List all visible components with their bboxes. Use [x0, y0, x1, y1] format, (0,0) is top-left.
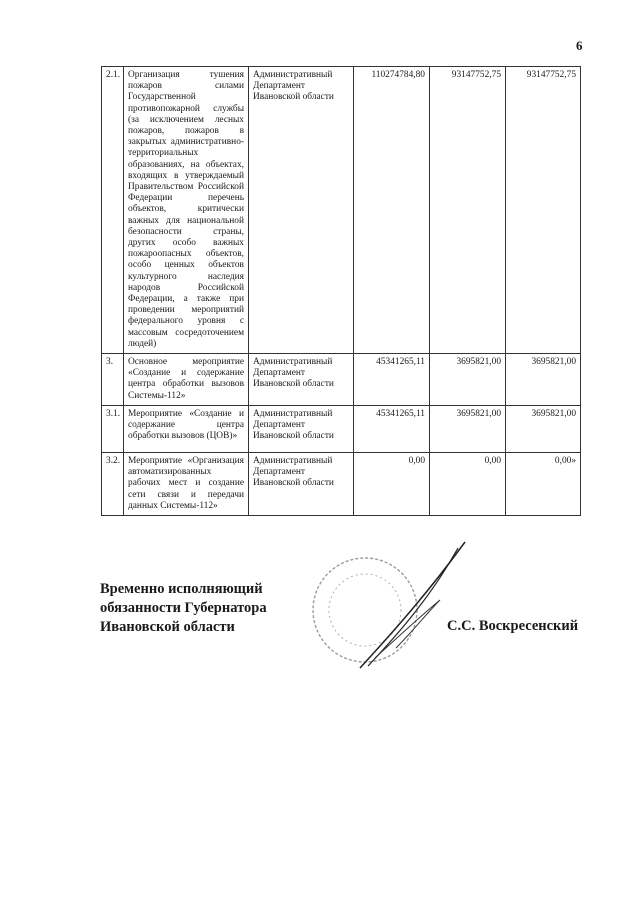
- budget-table: [101, 66, 581, 516]
- table-row: [102, 67, 581, 354]
- row-year2: 93147752,75: [430, 67, 506, 354]
- row-year1: 45341265,11: [354, 354, 430, 406]
- position-line: Временно исполняющий: [100, 581, 263, 597]
- row-number: 3.1.: [102, 405, 124, 452]
- row-number: 2.1.: [102, 67, 124, 354]
- row-executor: Административный Департамент Ивановской области: [249, 405, 354, 452]
- official-stamp-and-signature: [300, 540, 490, 680]
- row-executor: Административный Департамент Ивановской области: [249, 452, 354, 515]
- row-year2: 3695821,00: [430, 405, 506, 452]
- signer-name: С.С. Воскресенский: [447, 618, 579, 634]
- row-year3: 3695821,00: [506, 354, 581, 406]
- position-line: обязанности Губернатора: [100, 600, 267, 616]
- row-year3: 0,00»: [506, 452, 581, 515]
- row-year3: 3695821,00: [506, 405, 581, 452]
- row-number: 3.: [102, 354, 124, 406]
- row-year2: 0,00: [430, 452, 506, 515]
- table-row: [102, 452, 581, 515]
- row-executor: Административный Департамент Ивановской области: [249, 354, 354, 406]
- row-name: Мероприятие «Организация автоматизированных рабочих мест и создание сети связи и передачи данных Системы-112»: [124, 452, 249, 515]
- row-year2: 3695821,00: [430, 354, 506, 406]
- row-number: 3.2.: [102, 452, 124, 515]
- position-line: Ивановской области: [100, 619, 235, 635]
- page-number: 6: [576, 38, 583, 53]
- row-year1: 110274784,80: [354, 67, 430, 354]
- signature-position: [100, 580, 267, 637]
- row-year1: 0,00: [354, 452, 430, 515]
- table-row: [102, 354, 581, 406]
- row-name: Организация тушения пожаров силами Государственной противопожарной службы (за исключением лесных пожаров, пожаров в закрытых административно-территориальных образованиях, на объектах, входящих в утверждаемый Правительством Российской Федерации перечень объектов, критически важных для национальной безопасности страны, других особо важных пожароопасных объектов, особо ценных объектов культурного наследия народов Российской Федерации, а также при проведении мероприятий федерального уровня с массовым сосредоточением людей): [124, 67, 249, 354]
- row-executor: Административный Департамент Ивановской области: [249, 67, 354, 354]
- row-name: Мероприятие «Создание и содержание центра обработки вызовов (ЦОВ)»: [124, 405, 249, 452]
- row-year3: 93147752,75: [506, 67, 581, 354]
- row-year1: 45341265,11: [354, 405, 430, 452]
- row-name: Основное мероприятие «Создание и содержание центра обработки вызовов Системы-112»: [124, 354, 249, 406]
- table-row: [102, 405, 581, 452]
